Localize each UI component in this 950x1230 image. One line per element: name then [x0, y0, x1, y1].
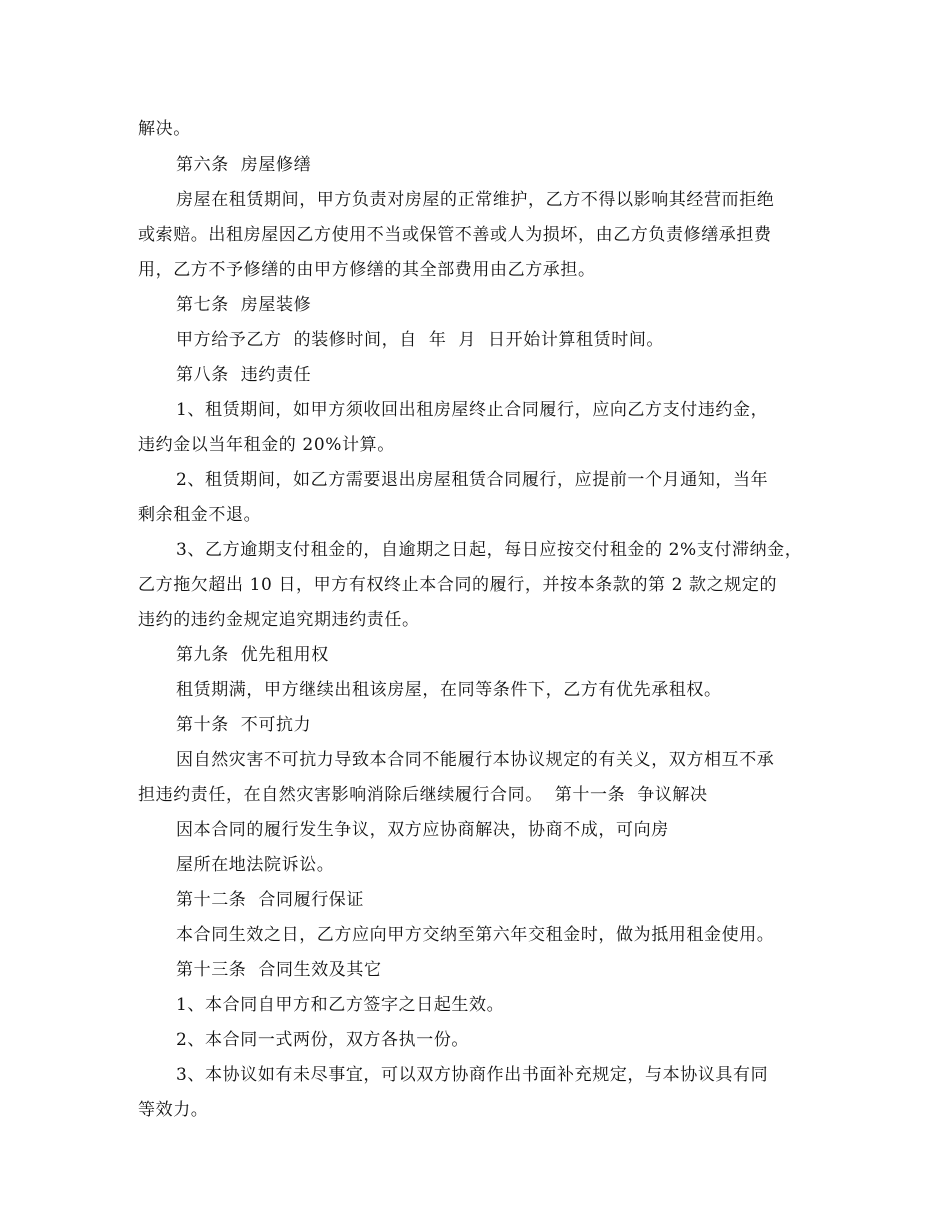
text-line: 乙方拖欠超出 10 日，甲方有权终止本合同的履行，并按本条款的第 2 款之规定的 [138, 575, 778, 595]
text-line: 因自然灾害不可抗力导致本合同不能履行本协议规定的有关义，双方相互不承 [176, 750, 775, 770]
section-heading: 第十二条 合同履行保证 [176, 890, 365, 910]
text-line: 甲方给予乙方 的装修时间，自 年 月 日开始计算租赁时间。 [176, 330, 665, 350]
text-line: 屋所在地法院诉讼。 [176, 855, 335, 875]
section-heading: 第八条 违约责任 [176, 365, 312, 385]
text-line: 租赁期满，甲方继续出租该房屋，在同等条件下，乙方有优先承租权。 [176, 680, 722, 700]
text-line: 3、乙方逾期支付租金的，自逾期之日起，每日应按交付租金的 2%支付滞纳金， [176, 540, 803, 560]
list-item: 2、本合同一式两份，双方各执一份。 [176, 1030, 470, 1050]
section-heading: 第十三条 合同生效及其它 [176, 960, 382, 980]
text-line: 1、租赁期间，如甲方须收回出租房屋终止合同履行，应向乙方支付违约金， [176, 400, 769, 420]
text-line: 等效力。 [138, 1100, 209, 1120]
section-heading: 第十条 不可抗力 [176, 715, 312, 735]
section-heading: 第九条 优先租用权 [176, 645, 329, 665]
text-line: 违约金以当年租金的 20%计算。 [138, 435, 395, 455]
text-line: 2、租赁期间，如乙方需要退出房屋租赁合同履行，应提前一个月通知，当年 [176, 470, 769, 490]
text-line: 用，乙方不予修缮的由甲方修缮的其全部费用由乙方承担。 [138, 260, 596, 280]
text-line: 担违约责任，在自然灾害影响消除后继续履行合同。 第十一条 争议解决 [138, 785, 708, 805]
section-heading: 第七条 房屋装修 [176, 295, 312, 315]
text-line: 剩余租金不退。 [138, 505, 262, 525]
text-line: 房屋在租赁期间，甲方负责对房屋的正常维护，乙方不得以影响其经营而拒绝 [176, 190, 775, 210]
text-line: 因本合同的履行发生争议，双方应协商解决，协商不成，可向房 [176, 820, 669, 840]
section-heading: 第六条 房屋修缮 [176, 155, 312, 175]
text-line: 本合同生效之日，乙方应向甲方交纳至第六年交租金时，做为抵用租金使用。 [176, 925, 775, 945]
list-item: 3、本协议如有未尽事宜，可以双方协商作出书面补充规定，与本协议具有同 [176, 1065, 769, 1085]
text-line: 或索赔。出租房屋因乙方使用不当或保管不善或人为损坏，由乙方负责修缮承担费 [138, 225, 772, 245]
list-item: 1、本合同自甲方和乙方签字之日起生效。 [176, 995, 505, 1015]
text-line: 解决。 [138, 119, 191, 139]
text-line: 违约的违约金规定追究期违约责任。 [138, 610, 420, 630]
